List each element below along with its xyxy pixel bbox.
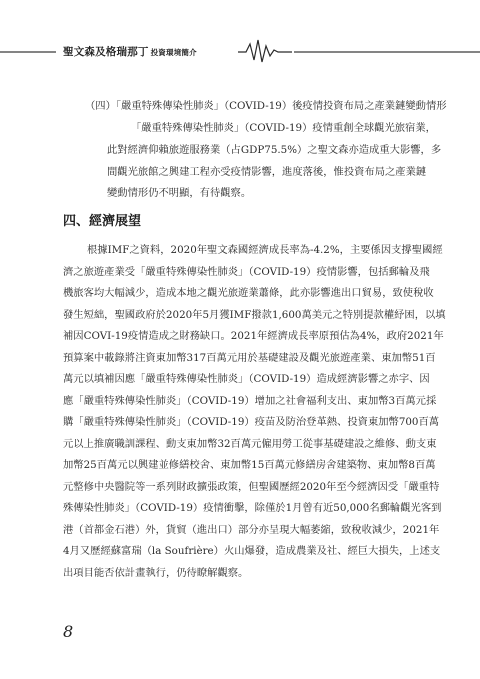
body-line: 殊傳染性肺炎」（COVID-19）疫情衝擊，除僅於1月曾有近50,000名郵輪觀光客到 (63, 502, 442, 514)
body-line: 元整修中央醫院等一系列財政擴張政策，但聖國歷經2020年至今經濟因受「嚴重特 (63, 481, 440, 493)
body-line: 加幣25百萬元以興建並修繕校舍、東加幣15百萬元修繕房舍建築物、東加幣8百萬 (63, 459, 436, 471)
subsection-line: 「嚴重特殊傳染性肺炎」（COVID-19）疫情重創全球觀光旅宿業， (131, 122, 436, 134)
header-title-text: 聖文森及格瑞那丁 (63, 46, 149, 58)
body-line: 萬元以填補因應「嚴重特殊傳染性肺炎」（COVID-19）造成經濟影響之赤字、因 (63, 373, 430, 385)
body-line: 元以上推廣職訓課程、動支東加幣32百萬元僱用勞工從事基礎建設之維修、動支東 (63, 438, 437, 450)
body-line: 購「嚴重特殊傳染性肺炎」（COVID-19）疫苗及防治登革熱、投資東加幣700百萬 (63, 416, 440, 428)
subsection-line: 間觀光旅館之興建工程亦受疫情影響，進度落後，惟投資布局之產業鏈 (107, 166, 427, 178)
body-line: 補因COVI-19疫情造成之財務缺口。2021年經濟成長率原預估為4%，政府2021年 (63, 330, 444, 342)
body-line: 根據IMF之資料，2020年聖文森國經濟成長率為-4.2%，主要係因支撐聖國經 (87, 244, 443, 256)
page-number: 8 (63, 622, 74, 641)
body-line: 4月又歷經蘇富瑞（la Soufrière）火山爆發，造成農業及社、經巨大損失，上述支 (63, 545, 441, 557)
header-subtitle: 投資環境簡介 (150, 48, 197, 57)
subsection-line: 變動情形仍不明顯，有待觀察。 (107, 187, 252, 199)
body-line: 預算案中載錄將注資東加幣317百萬元用於基礎建設及觀光旅遊產業、東加幣51百 (63, 352, 436, 364)
header-title (63, 44, 197, 59)
header-wave-line (0, 0, 480, 80)
running-header (0, 0, 480, 80)
body-line: 濟之旅遊產業受「嚴重特殊傳染性肺炎」（COVID-19）疫情影響，包括郵輪及飛 (63, 266, 430, 278)
body-line: 發生短絀，聖國政府於2020年5月獲IMF撥款1,600萬美元之特別提款權紓困，以填 (63, 309, 446, 321)
body-line: 機旅客均大幅減少，造成本地之觀光旅遊業蕭條，此亦影響進出口貿易，致使稅收 (63, 287, 434, 299)
subsection-heading: （四）「嚴重特殊傳染性肺炎」（COVID-19）後疫情投資布局之產業鏈變動情形 (85, 100, 447, 112)
body-line: 港（首都金石港）外，貨貿（進出口）部分亦呈現大幅萎縮，致稅收減少，2021年 (63, 524, 440, 536)
body-line: 出項目能否依計畫執行，仍待瞭解觀察。 (63, 567, 249, 579)
body-line: 應「嚴重特殊傳染性肺炎」（COVID-19）增加之社會福利支出、東加幣3百萬元採 (63, 395, 437, 407)
subsection-line: 此對經濟仰賴旅遊服務業（占GDP75.5%）之聖文森亦造成重大影響，多 (107, 144, 442, 156)
section-heading: 四、經濟展望 (63, 214, 142, 229)
